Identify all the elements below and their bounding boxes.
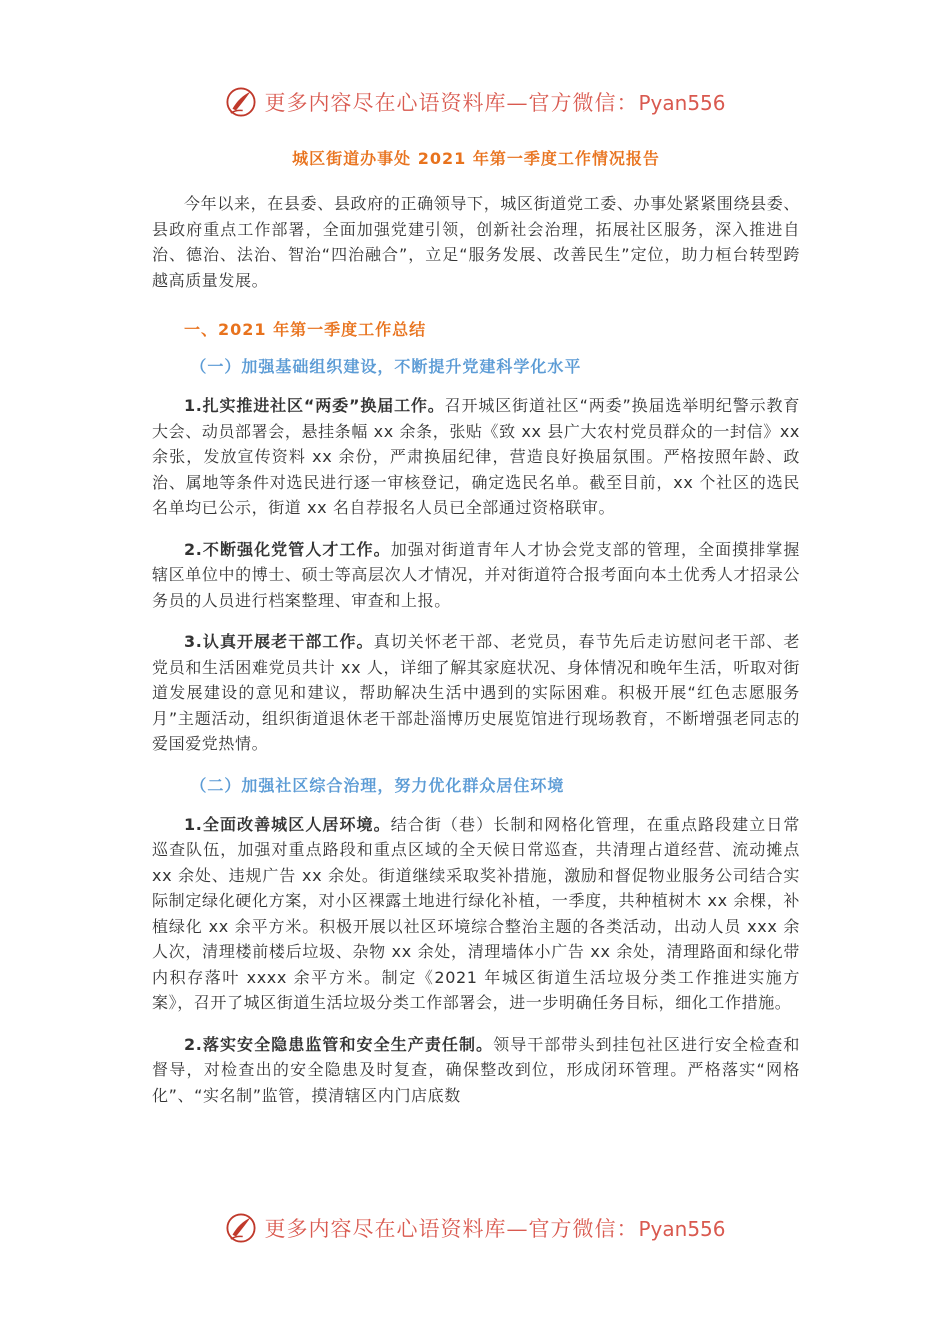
document-body (152, 140, 800, 1124)
watermark-id: Pyan556 (638, 91, 726, 115)
paragraph-1-3 (152, 629, 800, 757)
paragraph-lead: 1.全面改善城区人居环境。 (184, 814, 391, 834)
subsection-heading-2: （二）加强社区综合治理，努力优化群众居住环境 (190, 775, 565, 795)
paragraph-1-1 (152, 393, 800, 521)
watermark-header (0, 84, 950, 120)
paragraph-2-1 (152, 812, 800, 1016)
paragraph-lead: 2.不断强化党管人才工作。 (184, 539, 391, 559)
watermark-text: 更多内容尽在心语资料库—官方微信： (264, 1217, 639, 1241)
paragraph-text: 领导干部带头到挂包社区进行安全检查和督导，对检查出的安全隐患及时复查，确保整改到位，形成闭环管理。严格落实“网格化”、“实名制”监管，摸清辖区内门店底数 (152, 1034, 800, 1105)
paragraph-text: 结合街（巷）长制和网格化管理，在重点路段建立日常巡查队伍，加强对重点路段和重点区域的全天候日常巡查，共清理占道经营、流动摊点 xx 余处、违规广告 xx 余处。街道继续采取奖补措施，激励和督促物业服务公司结合实际制定绿化硬化方案，对小区裸露土地进行绿化补植，一季度，共种植树木 xx 余棵，补植绿化 xx 余平方米。积极开展以社区环境综合整治主题的各类活动，出动人员 xxx 余人次，清理楼前楼后垃圾、杂物 xx 余处，清理墙体小广告 xx 余处，清理路面和绿化带内积存落叶 xxxx 余平方米。制定《2021 年城区街道生活垃圾分类工作推进实施方案》，召开了城区街道生活垃圾分类工作部署会，进一步明确任务目标，细化工作措施。 (152, 814, 800, 1012)
paragraph-lead: 3.认真开展老干部工作。 (184, 632, 374, 651)
paragraph-lead: 2.落实安全隐患监管和安全生产责任制。 (184, 1034, 494, 1054)
document-title: 城区街道办事处 2021 年第一季度工作情况报告 (292, 149, 660, 168)
watermark-text: 更多内容尽在心语资料库—官方微信： (264, 91, 639, 115)
section-heading-1: 一、2021 年第一季度工作总结 (184, 320, 427, 339)
intro-paragraph: 今年以来，在县委、县政府的正确领导下，城区街道党工委、办事处紧紧围绕县委、县政府重点工作部署，全面加强党建引领，创新社会治理，拓展社区服务，深入推进自治、德治、法治、智治“四治融合”，立足“服务发展、改善民生”定位，助力桓台转型跨越高质量发展。 (152, 194, 800, 290)
pen-logo-icon (224, 1211, 258, 1245)
watermark-footer (0, 1210, 950, 1246)
paragraph-1-2 (152, 537, 800, 614)
pen-logo-icon (224, 85, 258, 119)
paragraph-lead: 1.扎实推进社区“两委”换届工作。 (184, 396, 445, 415)
paragraph-text: 真切关怀老干部、老党员，春节先后走访慰问老干部、老党员和生活困难党员共计 xx 人，详细了解其家庭状况、身体情况和晚年生活，听取对街道发展建设的意见和建议，帮助解决生活中遇到的实际困难。积极开展“红色志愿服务月”主题活动，组织街道退休老干部赴淄博历史展览馆进行现场教育，不断增强老同志的爱国爱党热情。 (152, 632, 800, 753)
paragraph-text: 加强对街道青年人才协会党支部的管理，全面摸排掌握辖区单位中的博士、硕士等高层次人才情况，并对街道符合报考面向本土优秀人才招录公务员的人员进行档案整理、审查和上报。 (152, 539, 800, 610)
paragraph-text: 召开城区街道社区“两委”换届选举明纪警示教育大会、动员部署会，悬挂条幅 xx 余条，张贴《致 xx 县广大农村党员群众的一封信》xx 余张，发放宣传资料 xx 余份，严肃换届纪律，营造良好换届氛围。严格按照年龄、政治、属地等条件对选民进行逐一审核登记，确定选民名单。截至目前，xx 个社区的选民名单均已公示，街道 xx 名自荐报名人员已全部通过资格联审。 (152, 396, 800, 517)
subsection-heading-1: （一）加强基础组织建设，不断提升党建科学化水平 (190, 357, 582, 376)
paragraph-2-2 (152, 1032, 800, 1109)
watermark-id: Pyan556 (638, 1217, 726, 1241)
